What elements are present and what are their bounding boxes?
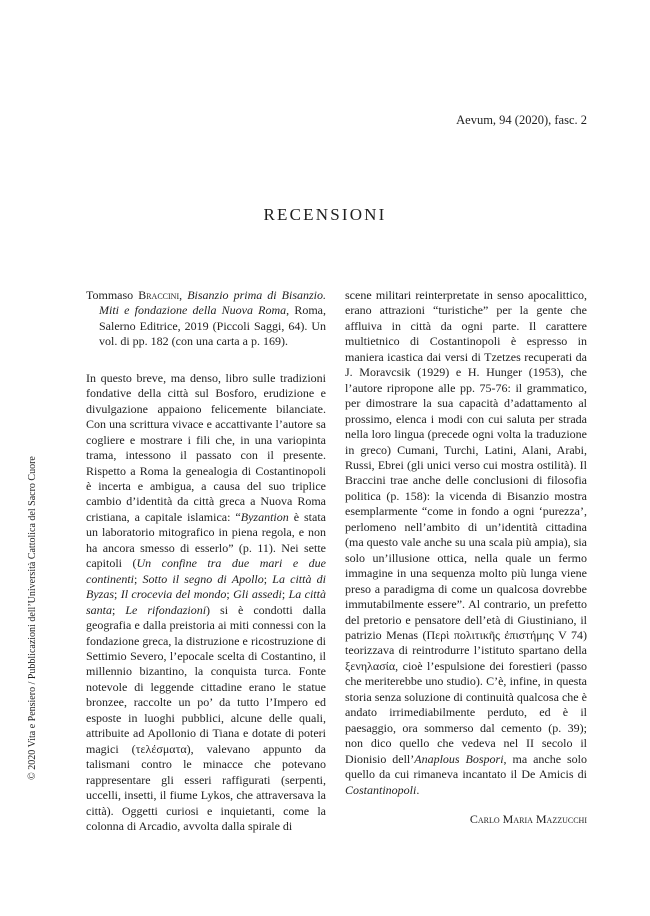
right-column (345, 288, 587, 827)
publication-details: , Roma, Salerno Editrice, 2019 (Piccoli Saggi, 64). Un vol. di pp. 182 (con una carta a p. 169). (99, 303, 326, 349)
bibliographic-entry (86, 288, 326, 350)
section-title: RECENSIONI (263, 205, 387, 224)
review-text-right (345, 288, 587, 798)
reviewer-signature: Carlo Maria Mazzucchi (469, 811, 587, 826)
italic-text-segment: Un confine tra due mari e due continenti (86, 556, 327, 586)
left-column (86, 288, 326, 834)
journal-citation: Aevum, 94 (2020), fasc. 2 (456, 113, 587, 127)
text-segment: In questo breve, ma denso, libro sulle tradizioni fondative della città sul Bosforo, erudizione e divulgazione appaiono felicemente bilanciate. Con una scrittura vivace e accattivante l’autore sa cogliere e mostrare i fili che, in una variopinta trama, intessono il passato con il presente. Rispetto a Roma la genealogia di Costantinopoli è incerta e ambigua, a causa del suo triplice cambio d’identità da città greca a Nuova Roma cristiana, a capitale islamica: “ (86, 370, 326, 524)
italic-text-segment: Costantinopoli (345, 782, 417, 797)
text-segment: ; (112, 602, 126, 617)
text-segment: ; (263, 571, 273, 586)
italic-text-segment: La città di Byzas (86, 571, 326, 602)
text-segment: ; (114, 587, 121, 602)
text-segment: ; (134, 571, 143, 586)
text-segment: è stata un laboratorio mitografico in piena regola, e non ha ancora smesso di esserlo” (p. 11). Nei sette capitoli ( (86, 509, 326, 571)
text-segment: . (416, 782, 420, 797)
text-segment: , ma anche solo quello da cui rimaneva incantato il De Amicis di (345, 751, 587, 782)
text-segment: ; (281, 587, 289, 602)
italic-text-segment: La città santa (86, 587, 326, 617)
italic-text-segment: Byzantion (240, 509, 289, 524)
italic-text-segment: Le rifondazioni (125, 602, 207, 617)
separator: , (179, 288, 188, 302)
text-segment: scene militari reinterpretate in senso apocalittico, erano attrazioni “turistiche” per la gente che affluiva in città da ogni parte. Il carattere multietnico di Costantinopoli è espresso in maniera icastica dai versi di Tzetzes recuperati da J. Moravcsik (1929) e H. Hunger (1953), che l’autore ripropone alle pp. 75-76: il grammatico, per dimostrare la sua capacità d’adattamento al prossimo, elenca i modi con cui saluta per strada nella loro lingua (precede ogni volta la traduzione in greco) Cumani, Turchi, Latini, Alani, Arabi, Russi, Ebrei (gli unici verso cui mostra ostilità). Il Braccini trae anche delle conclusioni di filosofia politica (p. 158): la vicenda di Bisanzio mostra esemplarmente “come in fondo a ogni ‘purezza’, perlomeno nell’ambito di un’identità cittadina (ma questo vale anche su una scala più ampia), sia solo un’illusione ottica, nella quale un fermo immagine in una sequenza molto più lunga viene preso a paradigma di come un qualcosa dovrebbe immutabilmente essere”. Al contrario, un prefetto del pretorio e pensatore dell’età di Giustiniano, il patrizio Menas (Περὶ πολιτικῆς ἐπιστήμης V 74) teorizzava di reintrodurre l’istituto spartano della ξενηλασία, cioè l’espulsione dei forestieri (passo che meriterebbe uno studio). C’è, infine, in questa storia senza soluzione di continuità qualcosa che è andato irrimediabilmente perduto, ed è il paesaggio, ora sommerso dal cemento (p. 39); non dico quello che vedeva nel II secolo il Dionisio dell’ (345, 288, 587, 766)
text-segment: ) si è condotti dalla geografia e dalla preistoria ai miti connessi con la fondazione greca, la distruzione e ricostruzione di Settimio Severo, l’epocale scelta di Costantino, il millennio bizantino, la conquista turca. Fonte notevole di leggende cittadine erano le statue bronzee, raccolte un po’ da tutto l’Impero ed esposte in luoghi pubblici, alcune delle quali, attribuite ad Apollonio di Tiana e dotate di poteri magici (τελέσματα), valevano appunto da talismani contro le minacce che potevano rappresentare gli esseri raffigurati (serpenti, uccelli, insetti, il fiume Lykos, che attraversava la città). Oggetti curiosi e inquietanti, come la colonna di Arcadio, avvolta dalla spirale di (86, 602, 326, 833)
italic-text-segment: Gli assedi (233, 587, 282, 602)
review-text-left (86, 371, 326, 835)
author-first-name: Tommaso (86, 288, 139, 302)
text-segment: ; (226, 587, 234, 602)
italic-text-segment: Il crocevia del mondo (120, 587, 227, 602)
italic-text-segment: Anaplous Bospori (414, 751, 504, 766)
italic-text-segment: Sotto il segno di Apollo (142, 571, 264, 586)
book-title: Bisanzio prima di Bisanzio. Miti e fondazione della Nuova Roma (99, 288, 327, 318)
copyright-sidebar: © 2020 Vita e Pensiero / Pubblicazioni dell’Università Cattolica del Sacro Cuore (27, 456, 38, 780)
author-last-name: Braccini (138, 288, 180, 302)
